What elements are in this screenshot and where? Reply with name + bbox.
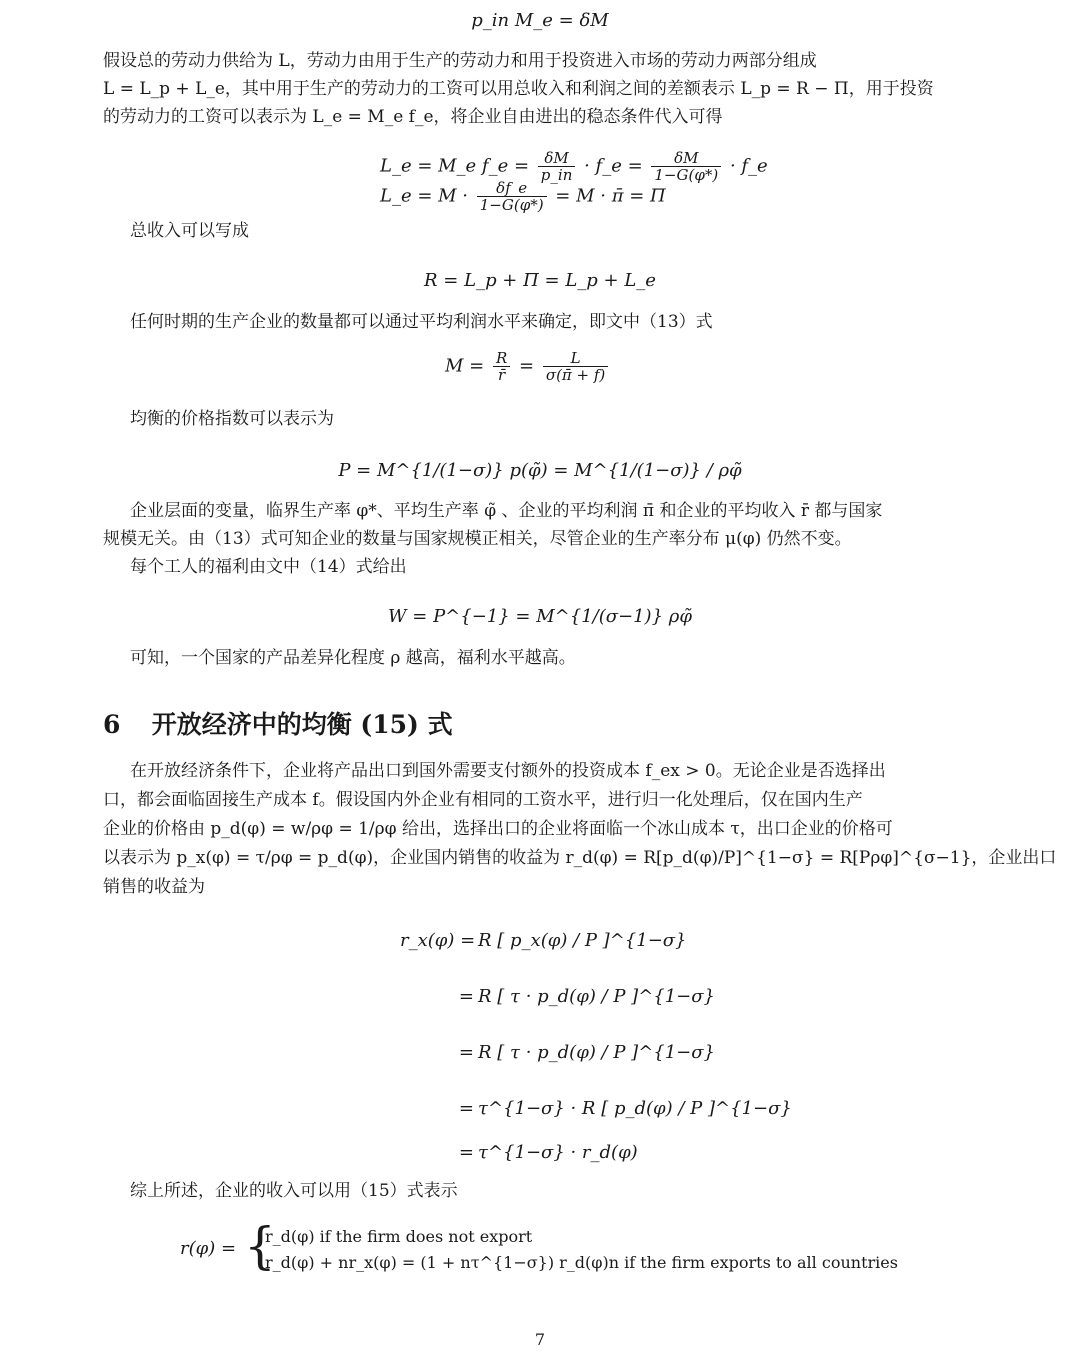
- fraction-denominator: σ(π̄ + f): [545, 366, 606, 384]
- aligned-row-rhs: τ^{1−σ} · r_d(φ): [478, 1142, 638, 1163]
- paragraph-open-economy-line-1: 在开放经济条件下，企业将产品出口到国外需要支付额外的投资成本 f_ex > 0。无论企业是否选择出: [130, 761, 886, 781]
- equation-price-index: P = M^{1/(1−σ)} p(φ̃) = M^{1/(1−σ)} / ρφ̃: [338, 460, 742, 481]
- paragraph-open-economy-line-2: 口，都会面临固接生产成本 f。假设国内外企业有相同的工资水平，进行归一化处理后，仅在国内生产: [103, 790, 863, 810]
- paragraph-labor-line-2: L = L_p + L_e，其中用于生产的劳动力的工资可以用总收入和利润之间的差额表示 L_p = R − Π，用于投资: [103, 79, 934, 99]
- paragraph-firm-variables-line-1: 企业层面的变量，临界生产率 φ*、平均生产率 φ̃ 、企业的平均利润 π̄ 和企业的平均收入 r̄ 都与国家: [130, 501, 883, 521]
- equation-le-2-tail: = M · π̄ = Π: [555, 185, 666, 207]
- text-summary: 综上所述，企业的收入可以用（15）式表示: [130, 1181, 458, 1201]
- fraction-denominator: r̄: [498, 366, 506, 384]
- text-price-index: 均衡的价格指数可以表示为: [130, 409, 334, 429]
- aligned-row-rhs: R [ τ · p_d(φ) / P ]^{1−σ}: [478, 1042, 716, 1063]
- fraction-numerator: L: [543, 350, 608, 367]
- paragraph-open-economy-line-3: 企业的价格由 p_d(φ) = w/ρφ = 1/ρφ 给出，选择出口的企业将面临一个冰山成本 τ，出口企业的价格可: [103, 819, 893, 839]
- section-title: 开放经济中的均衡 (15) 式: [151, 710, 453, 739]
- text-welfare: 每个工人的福利由文中（14）式给出: [130, 557, 407, 577]
- fraction-denominator: p_in: [540, 166, 573, 184]
- fraction-numerator: R: [493, 350, 510, 367]
- equation-le-2-lhs: L_e = M ·: [380, 185, 469, 207]
- fraction-denominator: 1−G(φ*): [479, 196, 544, 214]
- equation-firm-count-equals: =: [519, 355, 535, 377]
- fraction-numerator: δf_e: [477, 180, 547, 197]
- cases-line-2: r_d(φ) + nr_x(φ) = (1 + nτ^{1−σ}) r_d(φ)n if the firm exports to all countries: [265, 1253, 898, 1272]
- aligned-row-lhs: =: [458, 1142, 474, 1163]
- aligned-row-rhs: R [ p_x(φ) / P ]^{1−σ}: [478, 930, 687, 951]
- aligned-row-lhs: =: [458, 1042, 474, 1063]
- fraction-denominator: 1−G(φ*): [654, 166, 719, 184]
- equation-firm-count-fraction-1: [493, 350, 510, 383]
- equation-firm-count: [445, 350, 611, 383]
- cases-brace: {: [244, 1217, 276, 1275]
- equation-le-2-fraction: [477, 180, 547, 213]
- equation-le-1: [380, 150, 768, 183]
- equation-le-1-mid: · f_e =: [584, 155, 643, 177]
- equation-welfare: W = P^{−1} = M^{1/(σ−1)} ρφ̃: [388, 606, 692, 627]
- paragraph-open-economy-line-5: 销售的收益为: [103, 877, 205, 897]
- equation-le-1-fraction-2: [651, 150, 721, 183]
- equation-entry-condition: p_in M_e = δM: [471, 10, 609, 31]
- paragraph-open-economy-line-4: 以表示为 p_x(φ) = τ/ρφ = p_d(φ)，企业国内销售的收益为 r_d(φ) = R[p_d(φ)/P]^{1−σ} = R[Pρφ]^{σ−1}，企业出口: [103, 848, 1057, 868]
- fraction-numerator: δM: [538, 150, 576, 167]
- equation-le-1-lhs: L_e = M_e f_e =: [380, 155, 530, 177]
- equation-total-income: R = L_p + Π = L_p + L_e: [424, 270, 656, 291]
- aligned-row-lhs: r_x(φ) =: [400, 930, 476, 951]
- equation-firm-count-lhs: M =: [445, 355, 485, 377]
- equation-firm-count-fraction-2: [543, 350, 608, 383]
- cases-line-1: r_d(φ) if the firm does not export: [265, 1227, 533, 1246]
- paragraph-labor-line-1: 假设总的劳动力供给为 L，劳动力由用于生产的劳动力和用于投资进入市场的劳动力两部分组成: [103, 51, 817, 71]
- text-firm-count: 任何时期的生产企业的数量都可以通过平均利润水平来确定，即文中（13）式: [130, 312, 713, 332]
- section-number: 6: [103, 710, 121, 739]
- equation-le-1-fraction-1: [538, 150, 576, 183]
- text-total-income: 总收入可以写成: [130, 221, 249, 241]
- paragraph-firm-variables-line-2: 规模无关。由（13）式可知企业的数量与国家规模正相关，尽管企业的生产率分布 μ(φ) 仍然不变。: [103, 529, 852, 549]
- aligned-row-lhs: =: [458, 986, 474, 1007]
- equation-le-1-tail: · f_e: [729, 155, 768, 177]
- equation-le-2: [380, 180, 666, 213]
- page-number: 7: [534, 1330, 546, 1349]
- aligned-row-rhs: τ^{1−σ} · R [ p_d(φ) / P ]^{1−σ}: [478, 1098, 792, 1119]
- section-heading: [103, 705, 453, 741]
- aligned-row-lhs: =: [458, 1098, 474, 1119]
- paragraph-labor-line-3: 的劳动力的工资可以表示为 L_e = M_e f_e，将企业自由进出的稳态条件代入可得: [103, 107, 723, 127]
- cases-lhs: r(φ) =: [180, 1238, 237, 1259]
- fraction-numerator: δM: [651, 150, 721, 167]
- text-conclusion: 可知，一个国家的产品差异化程度 ρ 越高，福利水平越高。: [130, 648, 576, 668]
- aligned-row-rhs: R [ τ · p_d(φ) / P ]^{1−σ}: [478, 986, 716, 1007]
